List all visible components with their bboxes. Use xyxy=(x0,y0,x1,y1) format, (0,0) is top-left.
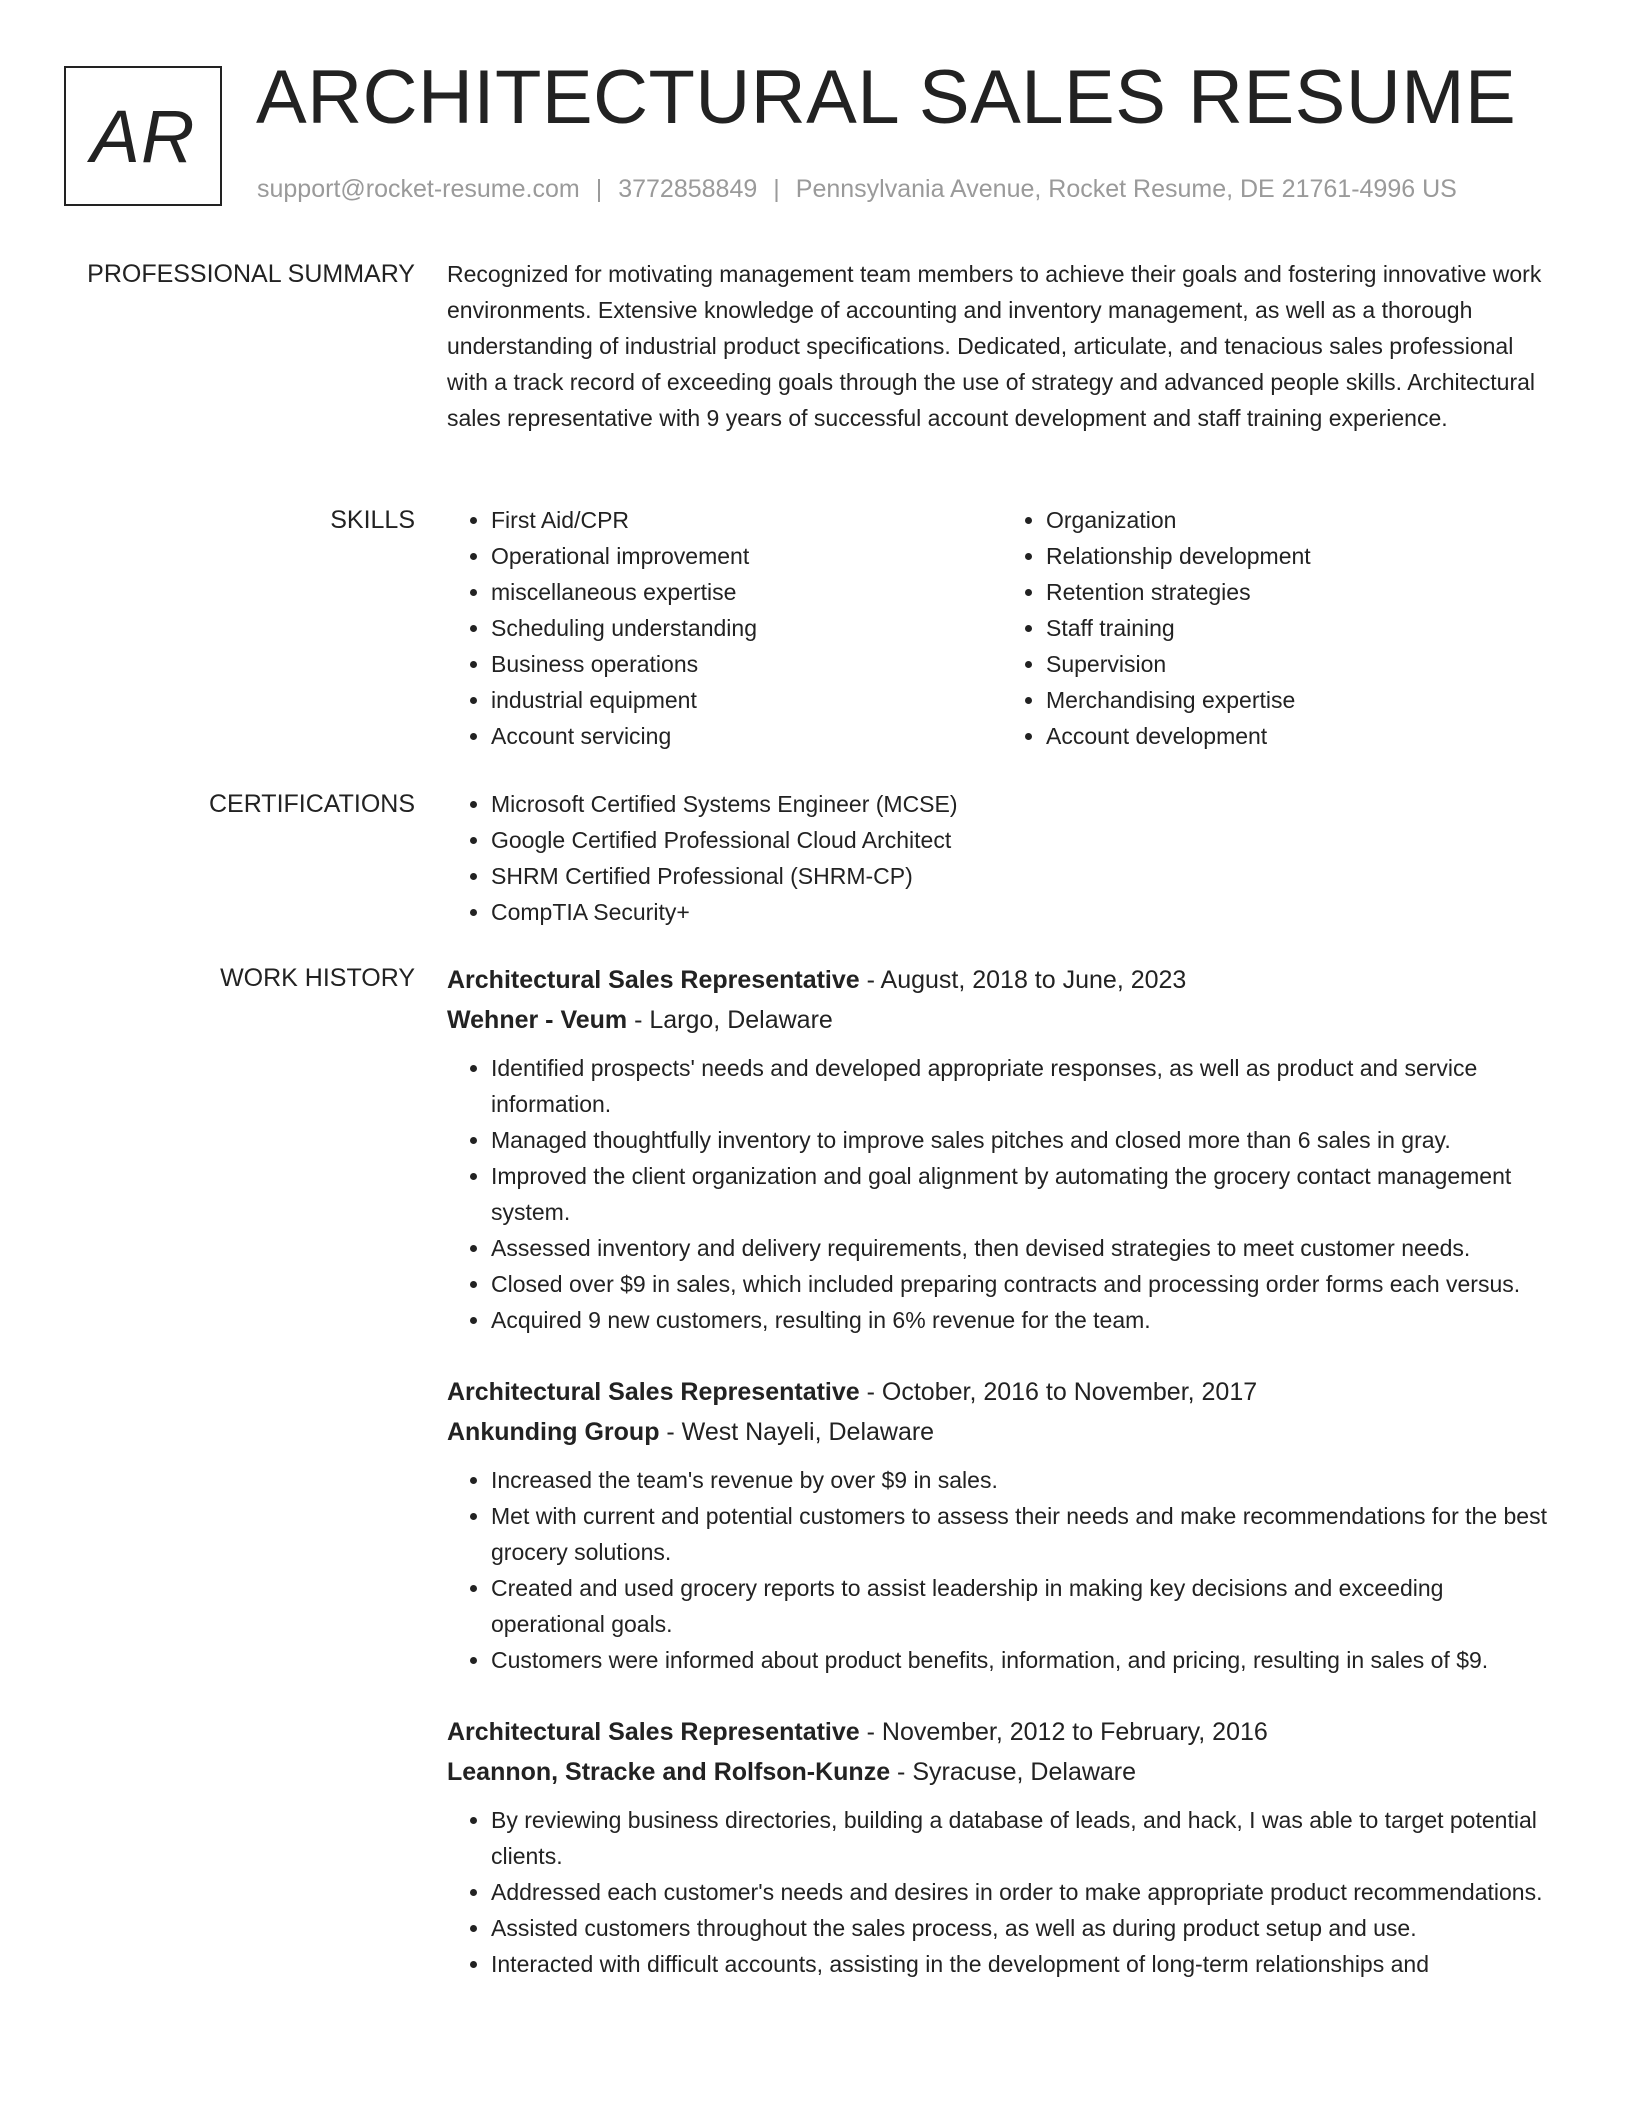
job-title-line xyxy=(447,960,1557,1000)
skills-list-left xyxy=(447,502,1002,754)
summary-body xyxy=(447,256,1557,436)
job-company-line xyxy=(447,1000,1557,1040)
job-company: Wehner - Veum xyxy=(447,1006,628,1034)
job-bullet: • Created and used grocery reports to assist leadership in making key decisions and exceeding operational goals. xyxy=(491,1570,1557,1642)
work-history-body xyxy=(447,960,1557,2016)
section-title-summary: PROFESSIONAL SUMMARY xyxy=(87,260,415,288)
job-title-line xyxy=(447,1372,1557,1412)
job-role: Architectural Sales Representative xyxy=(447,966,860,994)
skills-list-right xyxy=(1002,502,1557,754)
job-bullet: • Acquired 9 new customers, resulting in 6% revenue for the team. xyxy=(491,1302,1557,1338)
skill-item: • Organization xyxy=(1046,502,1557,538)
contact-separator: | xyxy=(773,175,780,203)
skill-item: • Merchandising expertise xyxy=(1046,682,1557,718)
skill-item: • Business operations xyxy=(491,646,1002,682)
job-bullet: • Assisted customers throughout the sales process, as well as during product setup and use. xyxy=(491,1910,1557,1946)
skill-item: • Retention strategies xyxy=(1046,574,1557,610)
job-bullet: • By reviewing business directories, building a database of leads, and hack, I was able to target potential clients. xyxy=(491,1802,1557,1874)
skill-item: • Account servicing xyxy=(491,718,1002,754)
summary-text: Recognized for motivating management team members to achieve their goals and fostering innovative work environments. Extensive knowledge of accounting and inventory management, as well as a thorough understanding of industrial product specifications. Dedicated, articulate, and tenacious sales professional with a track record of exceeding goals through the use of strategy and advanced people skills. Architectural sales representative with 9 years of successful account development and staff training experience. xyxy=(447,261,1542,431)
job-location: - West Nayeli, Delaware xyxy=(659,1418,935,1446)
contact-phone: 3772858849 xyxy=(618,175,758,203)
job-company: Ankunding Group xyxy=(447,1418,660,1446)
certification-item: • Google Certified Professional Cloud Architect xyxy=(491,822,1557,858)
job-location: - Largo, Delaware xyxy=(627,1006,833,1034)
job-bullet: • Improved the client organization and goal alignment by automating the grocery contact management system. xyxy=(491,1158,1557,1230)
section-title-certifications: CERTIFICATIONS xyxy=(208,790,415,818)
contact-email: support@rocket-resume.com xyxy=(257,175,580,203)
monogram-logo: AR xyxy=(64,66,222,206)
job-bullet: • Met with current and potential customers to assess their needs and make recommendations for the best grocery solutions. xyxy=(491,1498,1557,1570)
contact-address: Pennsylvania Avenue, Rocket Resume, DE 21761-4996 US xyxy=(795,175,1457,203)
skill-item: • industrial equipment xyxy=(491,682,1002,718)
job-bullets xyxy=(447,1802,1557,1982)
skill-item: • First Aid/CPR xyxy=(491,502,1002,538)
job-company-line xyxy=(447,1752,1557,1792)
skill-item: • Supervision xyxy=(1046,646,1557,682)
job-bullet: • Identified prospects' needs and developed appropriate responses, as well as product and service information. xyxy=(491,1050,1557,1122)
job-bullet: • Assessed inventory and delivery requirements, then devised strategies to meet customer needs. xyxy=(491,1230,1557,1266)
job-location: - Syracuse, Delaware xyxy=(890,1758,1137,1786)
skills-body xyxy=(447,502,1557,754)
skill-item: • Staff training xyxy=(1046,610,1557,646)
job-dates: - November, 2012 to February, 2016 xyxy=(859,1718,1268,1746)
skill-item: • Account development xyxy=(1046,718,1557,754)
job-company: Leannon, Stracke and Rolfson-Kunze xyxy=(447,1758,891,1786)
contact-separator: | xyxy=(595,175,603,203)
certifications-body xyxy=(447,786,1557,930)
job-role: Architectural Sales Representative xyxy=(447,1378,860,1406)
contact-line xyxy=(257,175,1457,204)
job-bullet: • Interacted with difficult accounts, assisting in the development of long-term relationships and xyxy=(491,1946,1557,1982)
job-company-line xyxy=(447,1412,1557,1452)
job-dates: - October, 2016 to November, 2017 xyxy=(859,1378,1258,1406)
job-entry xyxy=(447,1372,1557,1678)
skill-item: • Scheduling understanding xyxy=(491,610,1002,646)
job-bullet: • Addressed each customer's needs and desires in order to make appropriate product recommendations. xyxy=(491,1874,1557,1910)
job-title-line xyxy=(447,1712,1557,1752)
skill-item: • miscellaneous expertise xyxy=(491,574,1002,610)
section-title-work-history: WORK HISTORY xyxy=(220,964,415,992)
job-entry xyxy=(447,960,1557,1338)
job-bullet: • Closed over $9 in sales, which included preparing contracts and processing order forms each versus. xyxy=(491,1266,1557,1302)
job-bullet: • Customers were informed about product benefits, information, and pricing, resulting in sales of $9. xyxy=(491,1642,1557,1678)
skill-item: • Operational improvement xyxy=(491,538,1002,574)
resume-title: ARCHITECTURAL SALES RESUME xyxy=(256,55,1517,140)
job-entry xyxy=(447,1712,1557,1982)
certification-item: • Microsoft Certified Systems Engineer (MCSE) xyxy=(491,786,1557,822)
job-bullet: • Managed thoughtfully inventory to improve sales pitches and closed more than 6 sales in gray. xyxy=(491,1122,1557,1158)
job-dates: - August, 2018 to June, 2023 xyxy=(859,966,1187,994)
job-bullet: • Increased the team's revenue by over $9 in sales. xyxy=(491,1462,1557,1498)
section-title-skills: SKILLS xyxy=(330,506,415,534)
job-bullets xyxy=(447,1462,1557,1678)
certification-item: • SHRM Certified Professional (SHRM-CP) xyxy=(491,858,1557,894)
certification-item: • CompTIA Security+ xyxy=(491,894,1557,930)
skill-item: • Relationship development xyxy=(1046,538,1557,574)
job-role: Architectural Sales Representative xyxy=(447,1718,860,1746)
job-bullets xyxy=(447,1050,1557,1338)
certifications-list xyxy=(447,786,1557,930)
